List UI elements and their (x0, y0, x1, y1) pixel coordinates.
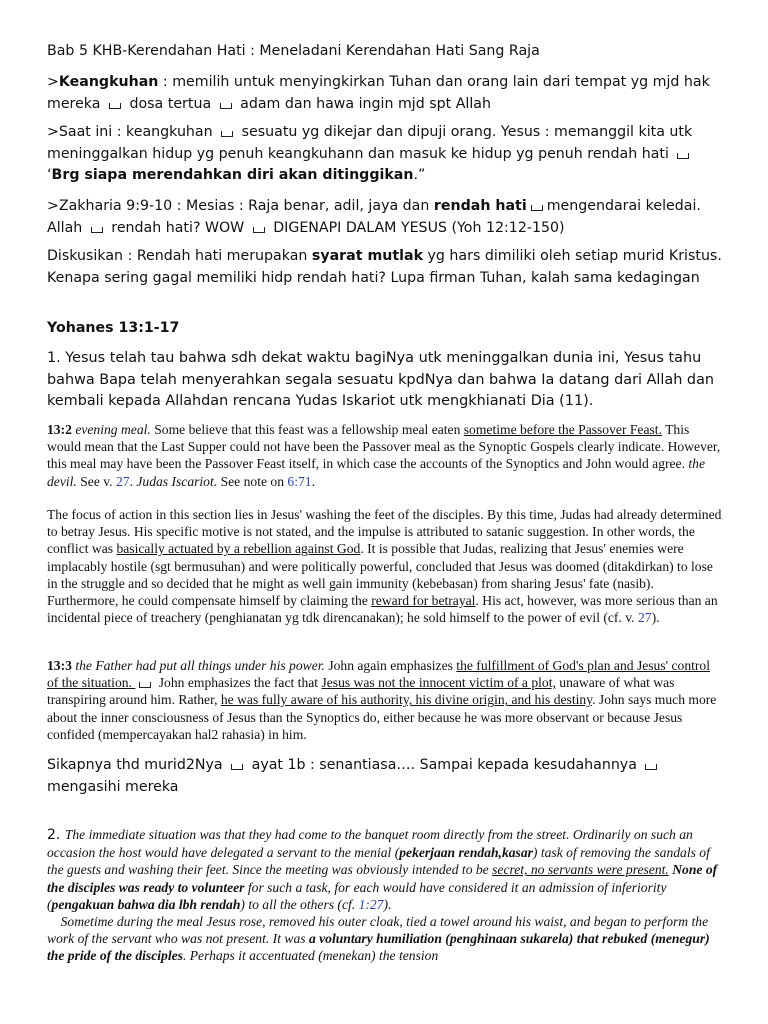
bold-quote: Brg siapa merendahkan diri akan ditinggikan (51, 167, 414, 183)
paragraph-keangkuhan (47, 72, 728, 115)
text-span: ) to all the others (cf. (240, 896, 359, 912)
text-span: ). (383, 896, 392, 912)
point-number: 2. (47, 827, 65, 843)
commentary-13-2 (47, 421, 722, 490)
point-2 (47, 826, 722, 965)
text-span: DIGENAPI DALAM YESUS (Yoh 12:12-150) (268, 219, 565, 236)
bold-text: pengakuan bahwa dia lbh rendah (51, 896, 241, 912)
section-heading: Yohanes 13:1-17 (47, 320, 180, 336)
prefix: > (47, 74, 59, 90)
bold-text: None of the disciples was ready to volunteer (47, 862, 718, 895)
text-span: dosa tertua (124, 95, 216, 112)
text-span: ). (651, 610, 660, 626)
verse-phrase: Judas Iscariot. (136, 473, 218, 489)
text-span: for such a task, for each would have considered it an admission of inferiority ( (47, 879, 667, 912)
text-span: ‘ (47, 167, 52, 183)
arrow-icon (253, 227, 265, 233)
text-span: .” (413, 167, 426, 183)
text-span: This would mean that the Last Supper could not have been the Passover meal as the Synoptic Gospels clearly indicate. However, this meal may have been the Passover Feast itself, in which case the accounts of the Synoptics and John would agree. (47, 422, 721, 472)
arrow-icon (645, 764, 657, 770)
text-span: Sometime during the meal Jesus rose, removed his outer cloak, tied a towel around his waist, and began to perform the work of the servant who was not present. It was (47, 914, 712, 947)
bold-text: rendah hati (433, 198, 527, 214)
verse-number: 13:3 (47, 658, 72, 673)
text-span: ayat 1b : senantiasa…. Sampai kepada kesudahannya (247, 757, 642, 773)
verse-link[interactable]: 27 (115, 473, 130, 489)
commentary-13-3 (47, 657, 722, 743)
text-span: The immediate situation was that they had come to the banquet room directly from the street. Ordinarily on such an occasion the host would have delegated a servant to the menial ( (47, 827, 693, 861)
verse-link[interactable]: 6:71 (287, 473, 312, 489)
document-title: Bab 5 KHB-Kerendahan Hati : Meneladani Kerendahan Hati Sang Raja (47, 43, 540, 59)
commentary-focus (47, 506, 722, 626)
text-span: See note on (217, 473, 288, 489)
arrow-icon (221, 131, 233, 137)
arrow-icon (91, 227, 103, 233)
bold-text: syarat mutlak (311, 248, 424, 264)
text-span: . (311, 473, 315, 489)
text-span: See v. (76, 473, 116, 489)
text-span: . It is possible that Judas, realizing that Jesus' enemies were implacably hostile (sgt bermusuhan) and were politically powerful, concluded that Jesus was doomed (ditakdirkan) to lose in the struggle and so decided that he might as well gain immunity (kebebasan) from sharing Jesus' fate (nasib). Furthermore, he could compensate himself by claiming the (47, 541, 713, 609)
verse-number: 13:2 (47, 422, 72, 437)
verse-link[interactable]: 1:27 (358, 896, 384, 912)
bold-text: pekerjaan rendah,kasar (399, 845, 533, 861)
text-span: >Zakharia 9:9-10 : Mesias : Raja benar, adil, jaya dan (47, 198, 434, 214)
paragraph-saat-ini (47, 122, 728, 187)
arrow-icon (139, 682, 151, 688)
text-span: unaware of what was transpiring around him. Rather, (47, 675, 675, 708)
bold-text: a voluntary humiliation (penghinaan sukarela) that rebuked (menegur) the pride of the disciples (47, 931, 710, 964)
text-span: rendah hati? WOW (106, 219, 249, 236)
verse-link[interactable]: 27 (637, 610, 652, 626)
text-span: sesuatu yg dikejar dan dipuji orang. Yesus : memanggil kita utk meninggalkan hidup yg penuh keangkuhann dan masuk ke hidup yg penuh rendah hati (47, 124, 693, 162)
underlined-text: reward for betrayal (371, 593, 476, 609)
arrow-icon (531, 205, 543, 211)
paragraph-zakharia (47, 196, 728, 239)
text-span: . Perhaps it accentuated (menekan) the tension (182, 948, 439, 964)
text-span: . His act, however, was more serious than an incidental piece of treachery (penghianatan yg tdk direncanakan); he sold himself to the power of evil (cf. v. (47, 593, 718, 626)
text-span: Diskusikan : Rendah hati merupakan (47, 248, 312, 264)
arrow-icon (220, 103, 232, 109)
underlined-text: basically actuated by a rebellion against God (116, 541, 361, 557)
arrow-icon (677, 153, 689, 159)
text-span: The focus of action in this section lies in Jesus' washing the feet of the disciples. By this time, Judas had already determined to betray Jesus. His specific motive is not stated, and the impulse is attributed to satanic suggestion. In other words, the conflict was (47, 507, 722, 557)
text-span: >Saat ini : keangkuhan (47, 124, 218, 140)
underlined-text: he was fully aware of his authority, his divine origin, and his destiny (220, 692, 593, 708)
text-span: Some believe that this feast was a fellowship meal eaten (150, 422, 464, 437)
point-1: 1. Yesus telah tau bahwa sdh dekat waktu bagiNya utk meninggalkan dunia ini, Yesus tahu bahwa Bapa telah menyerahkan segala sesuatu kpdNya dan bahwa Ia datang dari Allah dan kembali kepada Allahdan rencana Yudas Iskariot utk mengkhianati Dia (11). (47, 350, 715, 409)
text-span: adam dan hawa ingin mjd spt Allah (235, 95, 491, 112)
arrow-icon (109, 103, 121, 109)
underlined-text: the fulfillment of God's plan and Jesus' control of the situation. (47, 658, 710, 691)
text-span: . (129, 473, 137, 489)
verse-phrase: the devil. (47, 456, 705, 489)
paragraph-sikap (47, 755, 728, 798)
text-span: John emphasizes the fact that (155, 675, 322, 691)
underlined-text: secret, no servants were present. (492, 862, 669, 878)
underlined-text: sometime before the Passover Feast. (463, 422, 662, 437)
verse-phrase: evening meal. (75, 422, 151, 437)
term-keangkuhan: Keangkuhan (58, 74, 159, 90)
text-span: John again emphasizes (324, 658, 457, 673)
underlined-text: Jesus was not the innocent victim of a plot, (321, 675, 556, 691)
text-span: yg hars dimiliki oleh setiap murid Kristus. Kenapa sering gagal memiliki hidp rendah hati? Lupa firman Tuhan, kalah sama kedagingan (47, 248, 722, 286)
text-span: ) task of removing the sandals of the guests and washing their feet. Since the meeting was obviously intended to be (47, 845, 710, 878)
arrow-icon (231, 764, 243, 770)
text-span: mengendarai keledai. Allah (47, 198, 701, 236)
text-span: . John says much more about the inner consciousness of Jesus than the Synoptics do, either because he was more observant or because Jesus confided (mempercayakan hal2 rahasia) in him. (47, 692, 717, 742)
text-span: Sikapnya thd murid2Nya (47, 757, 228, 773)
text-span: mengasihi mereka (47, 778, 179, 795)
verse-phrase: the Father had put all things under his power. (75, 658, 325, 673)
text-span: : memilih untuk menyingkirkan Tuhan dan orang lain dari tempat yg mjd hak mereka (47, 74, 710, 112)
paragraph-diskusi (47, 246, 728, 289)
